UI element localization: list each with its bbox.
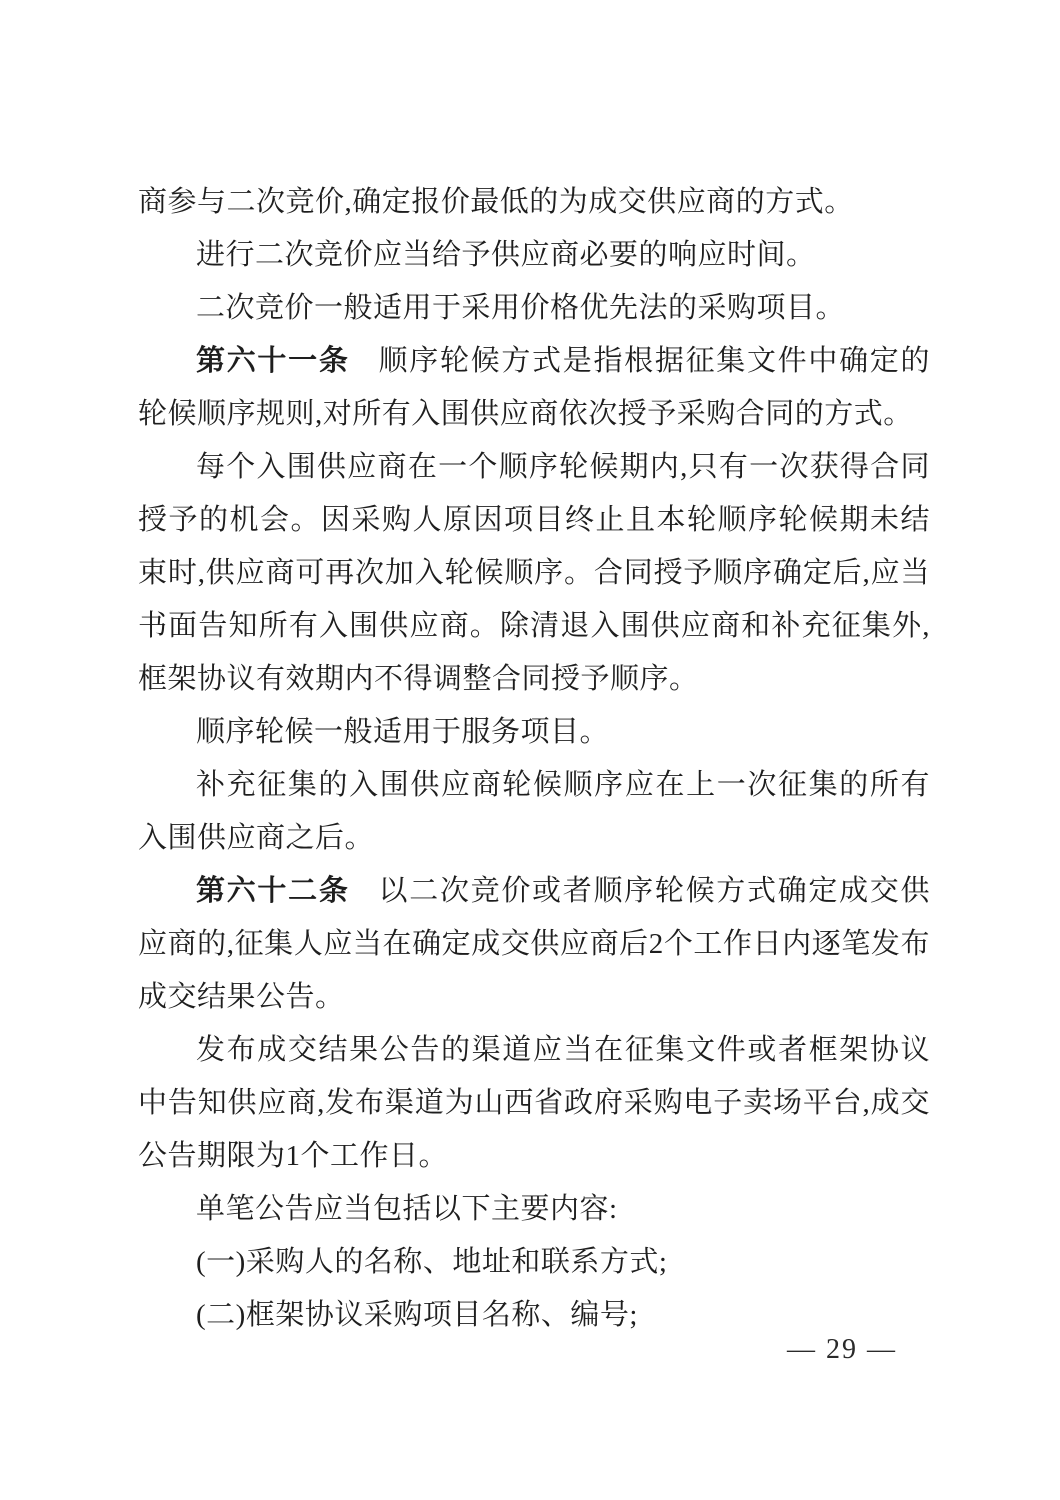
list-item-1: (一)采购人的名称、地址和联系方式; (196, 1246, 668, 1278)
paragraph: 发布成交结果公告的渠道应当在征集文件或者框架协议中告知供应商,发布渠道为山西省政府采购电子卖场平台,成交公告期限为1个工作日。 (138, 1034, 930, 1172)
paragraph-continuation: 商参与二次竞价,确定报价最低的为成交供应商的方式。 (138, 186, 854, 218)
article-62-number: 第六十二条 (196, 875, 350, 907)
paragraph: 二次竞价一般适用于采用价格优先法的采购项目。 (196, 292, 846, 324)
paragraph: 顺序轮候一般适用于服务项目。 (196, 716, 610, 748)
article-61-paragraph (138, 335, 930, 441)
article-61-text: 顺序轮候方式是指根据征集文件中确定的轮候顺序规则,对所有入围供应商依次授予采购合同的方式。 (138, 345, 930, 430)
list-item-2: (二)框架协议采购项目名称、编号; (196, 1299, 638, 1331)
article-61-number: 第六十一条 (196, 345, 350, 377)
paragraph: 每个入围供应商在一个顺序轮候期内,只有一次获得合同授予的机会。因采购人原因项目终止且本轮顺序轮候期未结束时,供应商可再次加入轮候顺序。合同授予顺序确定后,应当书面告知所有入围供应商。除清退入围供应商和补充征集外,框架协议有效期内不得调整合同授予顺序。 (138, 451, 930, 695)
article-62-paragraph (138, 865, 930, 1024)
document-body (138, 176, 930, 1342)
article-62-text: 以二次竞价或者顺序轮候方式确定成交供应商的,征集人应当在确定成交供应商后2个工作日内逐笔发布成交结果公告。 (138, 875, 930, 1013)
paragraph: 补充征集的入围供应商轮候顺序应在上一次征集的所有入围供应商之后。 (138, 769, 930, 854)
paragraph: 单笔公告应当包括以下主要内容: (196, 1193, 618, 1225)
page-number: — 29 — (787, 1334, 897, 1365)
paragraph: 进行二次竞价应当给予供应商必要的响应时间。 (196, 239, 816, 271)
